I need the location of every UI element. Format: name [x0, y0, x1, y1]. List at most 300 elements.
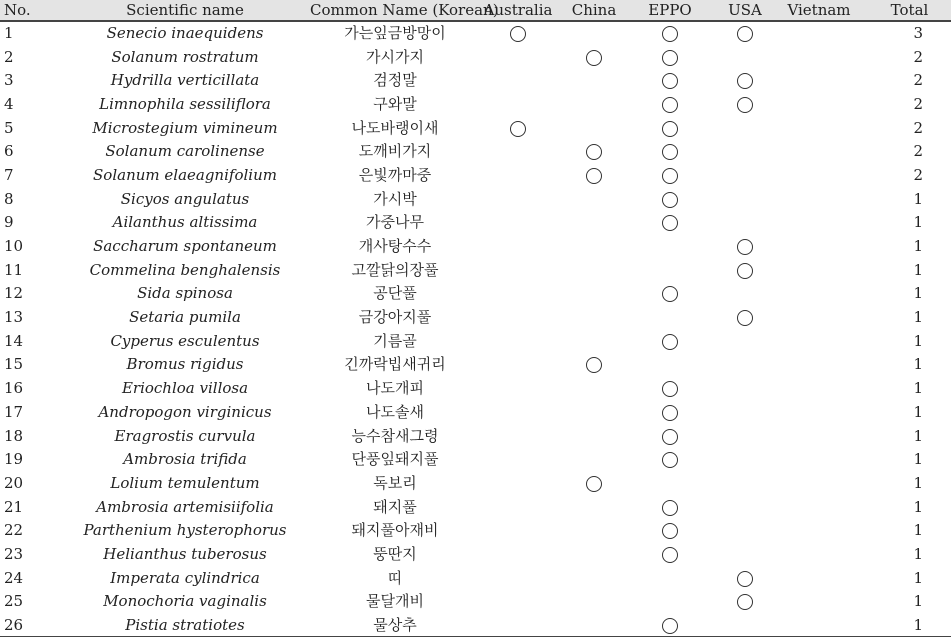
- cell-vietnam: [782, 116, 856, 140]
- cell-china: [556, 447, 632, 471]
- common-name-korean: 뚱딴지: [373, 544, 417, 563]
- common-name-korean: 긴까락빕새귀리: [344, 355, 446, 374]
- cell-australia: [480, 566, 556, 590]
- table-row: [0, 424, 951, 448]
- row-number: 23: [4, 544, 24, 563]
- circle-mark-icon: [662, 50, 678, 66]
- row-number: 15: [4, 355, 24, 374]
- cell-eppo: [632, 139, 708, 163]
- row-number: 20: [4, 473, 24, 492]
- cell-vietnam: [782, 447, 856, 471]
- cell-eppo: [632, 495, 708, 519]
- circle-mark-icon: [662, 334, 678, 350]
- common-name-korean: 고깔닭의장풀: [351, 260, 439, 279]
- cell-eppo: [632, 234, 708, 258]
- cell-usa: [708, 376, 782, 400]
- row-number: 11: [4, 260, 24, 279]
- cell-vietnam: [782, 590, 856, 614]
- cell-usa: [708, 471, 782, 495]
- circle-mark-icon: [662, 286, 678, 302]
- cell-australia: [480, 68, 556, 92]
- header-row: [0, 0, 951, 21]
- cell-australia: [480, 376, 556, 400]
- cell-australia: [480, 353, 556, 377]
- total-count: 1: [913, 544, 923, 563]
- scientific-name: Senecio inaequidens: [106, 24, 264, 43]
- table-row: [0, 68, 951, 92]
- table-row: [0, 282, 951, 306]
- common-name-korean: 가시박: [373, 189, 417, 208]
- cell-china: [556, 92, 632, 116]
- cell-usa: [708, 329, 782, 353]
- total-count: 1: [913, 568, 923, 587]
- cell-eppo: [632, 400, 708, 424]
- total-count: 1: [913, 426, 923, 445]
- circle-mark-icon: [510, 121, 526, 137]
- cell-usa: [708, 353, 782, 377]
- cell-usa: [708, 258, 782, 282]
- cell-eppo: [632, 518, 708, 542]
- cell-usa: [708, 566, 782, 590]
- header-usa: USA: [708, 0, 782, 21]
- cell-vietnam: [782, 424, 856, 448]
- cell-china: [556, 590, 632, 614]
- cell-usa: [708, 613, 782, 637]
- cell-eppo: [632, 447, 708, 471]
- cell-china: [556, 353, 632, 377]
- table-row: [0, 471, 951, 495]
- scientific-name: Cyperus esculentus: [110, 331, 260, 350]
- table-row: [0, 542, 951, 566]
- row-number: 18: [4, 426, 24, 445]
- cell-eppo: [632, 68, 708, 92]
- common-name-korean: 능수참새그령: [351, 426, 439, 445]
- circle-mark-icon: [737, 26, 753, 42]
- circle-mark-icon: [662, 381, 678, 397]
- scientific-name: Saccharum spontaneum: [93, 237, 277, 256]
- table-row: [0, 163, 951, 187]
- cell-vietnam: [782, 45, 856, 69]
- cell-australia: [480, 116, 556, 140]
- cell-australia: [480, 234, 556, 258]
- common-name-korean: 개사탕수수: [358, 237, 432, 256]
- scientific-name: Limnophila sessiliflora: [99, 94, 271, 113]
- common-name-korean: 돼지풀아재비: [351, 521, 439, 540]
- cell-usa: [708, 139, 782, 163]
- cell-vietnam: [782, 187, 856, 211]
- cell-vietnam: [782, 163, 856, 187]
- row-number: 2: [4, 47, 14, 66]
- total-count: 2: [913, 118, 923, 137]
- total-count: 1: [913, 284, 923, 303]
- common-name-korean: 은빛까마중: [358, 165, 432, 184]
- row-number: 4: [4, 94, 14, 113]
- cell-eppo: [632, 329, 708, 353]
- cell-vietnam: [782, 305, 856, 329]
- scientific-name: Helianthus tuberosus: [103, 544, 267, 563]
- table-row: [0, 21, 951, 45]
- header-total: Total: [856, 0, 951, 21]
- row-number: 25: [4, 592, 24, 611]
- cell-australia: [480, 471, 556, 495]
- table-row: [0, 447, 951, 471]
- common-name-korean: 도깨비가지: [358, 142, 432, 161]
- circle-mark-icon: [662, 618, 678, 634]
- cell-china: [556, 376, 632, 400]
- circle-mark-icon: [737, 73, 753, 89]
- cell-vietnam: [782, 400, 856, 424]
- row-number: 8: [4, 189, 14, 208]
- scientific-name: Sicyos angulatus: [120, 189, 250, 208]
- cell-vietnam: [782, 613, 856, 637]
- cell-eppo: [632, 92, 708, 116]
- common-name-korean: 공단풀: [373, 284, 417, 303]
- total-count: 1: [913, 331, 923, 350]
- common-name-korean: 띠: [387, 568, 403, 587]
- cell-china: [556, 400, 632, 424]
- row-number: 1: [4, 24, 14, 43]
- cell-eppo: [632, 211, 708, 235]
- cell-eppo: [632, 258, 708, 282]
- total-count: 1: [913, 308, 923, 327]
- cell-australia: [480, 542, 556, 566]
- scientific-name: Parthenium hysterophorus: [83, 521, 287, 540]
- cell-usa: [708, 495, 782, 519]
- cell-vietnam: [782, 282, 856, 306]
- cell-australia: [480, 258, 556, 282]
- cell-china: [556, 258, 632, 282]
- total-count: 2: [913, 142, 923, 161]
- scientific-name: Ailanthus altissima: [112, 213, 258, 232]
- cell-china: [556, 139, 632, 163]
- cell-china: [556, 211, 632, 235]
- row-number: 10: [4, 237, 24, 256]
- table-row: [0, 305, 951, 329]
- common-name-korean: 물달개비: [366, 592, 424, 611]
- cell-china: [556, 613, 632, 637]
- total-count: 1: [913, 189, 923, 208]
- cell-vietnam: [782, 495, 856, 519]
- circle-mark-icon: [662, 405, 678, 421]
- total-count: 1: [913, 450, 923, 469]
- cell-vietnam: [782, 68, 856, 92]
- common-name-korean: 가중나무: [366, 213, 424, 232]
- row-number: 14: [4, 331, 24, 350]
- circle-mark-icon: [586, 476, 602, 492]
- cell-usa: [708, 400, 782, 424]
- common-name-korean: 기름골: [373, 331, 417, 350]
- row-number: 13: [4, 308, 24, 327]
- cell-usa: [708, 518, 782, 542]
- cell-usa: [708, 21, 782, 45]
- scientific-name: Solanum carolinense: [105, 142, 265, 161]
- total-count: 1: [913, 237, 923, 256]
- row-number: 6: [4, 142, 14, 161]
- cell-eppo: [632, 353, 708, 377]
- cell-australia: [480, 187, 556, 211]
- circle-mark-icon: [510, 26, 526, 42]
- table-row: [0, 353, 951, 377]
- cell-china: [556, 566, 632, 590]
- cell-usa: [708, 590, 782, 614]
- cell-usa: [708, 187, 782, 211]
- row-number: 19: [4, 450, 24, 469]
- circle-mark-icon: [662, 547, 678, 563]
- cell-australia: [480, 92, 556, 116]
- total-count: 1: [856, 613, 951, 637]
- cell-vietnam: [782, 211, 856, 235]
- circle-mark-icon: [662, 192, 678, 208]
- common-name-korean: 검정말: [373, 71, 417, 90]
- cell-usa: [708, 92, 782, 116]
- table-row: [0, 495, 951, 519]
- cell-australia: [480, 139, 556, 163]
- cell-vietnam: [782, 329, 856, 353]
- total-count: 1: [913, 260, 923, 279]
- row-number: 5: [4, 118, 14, 137]
- cell-usa: [708, 68, 782, 92]
- scientific-name: Microstegium vimineum: [92, 118, 278, 137]
- row-number: 12: [4, 284, 24, 303]
- scientific-name: Pistia stratiotes: [60, 613, 310, 637]
- table-row: [0, 139, 951, 163]
- total-count: 1: [913, 213, 923, 232]
- scientific-name: Lolium temulentum: [110, 473, 260, 492]
- circle-mark-icon: [662, 168, 678, 184]
- total-count: 1: [913, 402, 923, 421]
- header-australia: Australia: [480, 0, 556, 21]
- common-name-korean: 단풍잎돼지풀: [351, 450, 439, 469]
- cell-usa: [708, 447, 782, 471]
- cell-usa: [708, 211, 782, 235]
- cell-eppo: [632, 21, 708, 45]
- cell-vietnam: [782, 518, 856, 542]
- circle-mark-icon: [662, 215, 678, 231]
- cell-eppo: [632, 471, 708, 495]
- circle-mark-icon: [737, 571, 753, 587]
- scientific-name: Ambrosia artemisiifolia: [96, 497, 274, 516]
- cell-usa: [708, 163, 782, 187]
- cell-australia: [480, 590, 556, 614]
- scientific-name: Setaria pumila: [129, 308, 241, 327]
- common-name-korean: 금강아지풀: [358, 308, 432, 327]
- common-name-korean: 독보리: [373, 473, 417, 492]
- table-row: [0, 45, 951, 69]
- circle-mark-icon: [662, 523, 678, 539]
- row-number: 26: [0, 613, 60, 637]
- circle-mark-icon: [662, 500, 678, 516]
- row-number: 16: [4, 379, 24, 398]
- header-vietnam: Vietnam: [782, 0, 856, 21]
- cell-australia: [480, 424, 556, 448]
- cell-eppo: [632, 542, 708, 566]
- cell-usa: [708, 305, 782, 329]
- circle-mark-icon: [662, 121, 678, 137]
- cell-australia: [480, 447, 556, 471]
- common-name-korean: 나도솔새: [366, 402, 424, 421]
- table-row: [0, 400, 951, 424]
- cell-china: [556, 305, 632, 329]
- cell-eppo: [632, 45, 708, 69]
- cell-usa: [708, 45, 782, 69]
- total-count: 1: [913, 355, 923, 374]
- table-row: [0, 187, 951, 211]
- cell-vietnam: [782, 471, 856, 495]
- circle-mark-icon: [662, 144, 678, 160]
- row-number: 24: [4, 568, 24, 587]
- table-row: [0, 590, 951, 614]
- table-row: [0, 116, 951, 140]
- cell-vietnam: [782, 566, 856, 590]
- circle-mark-icon: [737, 97, 753, 113]
- circle-mark-icon: [737, 310, 753, 326]
- common-name-korean: 가시가지: [366, 47, 424, 66]
- table-row: [0, 518, 951, 542]
- cell-eppo: [632, 116, 708, 140]
- common-name-korean: 돼지풀: [373, 497, 417, 516]
- cell-china: [556, 45, 632, 69]
- cell-australia: [480, 613, 556, 637]
- circle-mark-icon: [586, 50, 602, 66]
- row-number: 3: [4, 71, 14, 90]
- circle-mark-icon: [737, 239, 753, 255]
- table-row: [0, 211, 951, 235]
- cell-eppo: [632, 424, 708, 448]
- cell-china: [556, 424, 632, 448]
- cell-australia: [480, 329, 556, 353]
- header-china: China: [556, 0, 632, 21]
- cell-eppo: [632, 305, 708, 329]
- cell-usa: [708, 282, 782, 306]
- scientific-name: Andropogon virginicus: [98, 402, 272, 421]
- scientific-name: Solanum rostratum: [111, 47, 259, 66]
- table-row: [0, 566, 951, 590]
- cell-vietnam: [782, 258, 856, 282]
- cell-china: [556, 542, 632, 566]
- cell-australia: [480, 282, 556, 306]
- cell-australia: [480, 518, 556, 542]
- cell-vietnam: [782, 542, 856, 566]
- row-number: 21: [4, 497, 24, 516]
- total-count: 1: [913, 592, 923, 611]
- scientific-name: Imperata cylindrica: [110, 568, 260, 587]
- cell-vietnam: [782, 353, 856, 377]
- total-count: 2: [913, 71, 923, 90]
- scientific-name: Ambrosia trifida: [123, 450, 247, 469]
- scientific-name: Bromus rigidus: [126, 355, 244, 374]
- header-eppo: EPPO: [632, 0, 708, 21]
- header-common-name: Common Name (Korean): [310, 0, 480, 21]
- cell-china: [556, 163, 632, 187]
- cell-china: [556, 68, 632, 92]
- row-number: 9: [4, 213, 14, 232]
- cell-usa: [708, 234, 782, 258]
- circle-mark-icon: [662, 452, 678, 468]
- table-row: [0, 613, 951, 637]
- circle-mark-icon: [662, 429, 678, 445]
- header-no: No.: [0, 0, 60, 21]
- cell-china: [556, 495, 632, 519]
- row-number: 22: [4, 521, 24, 540]
- cell-eppo: [632, 282, 708, 306]
- cell-vietnam: [782, 92, 856, 116]
- row-number: 17: [4, 402, 24, 421]
- scientific-name: Hydrilla verticillata: [110, 71, 260, 90]
- total-count: 1: [913, 473, 923, 492]
- cell-australia: [480, 163, 556, 187]
- cell-australia: [480, 305, 556, 329]
- cell-china: [556, 187, 632, 211]
- cell-china: [556, 471, 632, 495]
- cell-eppo: [632, 613, 708, 637]
- cell-china: [556, 282, 632, 306]
- common-name-korean: 가는잎금방망이: [344, 24, 446, 43]
- cell-australia: [480, 211, 556, 235]
- table-row: [0, 258, 951, 282]
- circle-mark-icon: [662, 73, 678, 89]
- circle-mark-icon: [586, 357, 602, 373]
- cell-usa: [708, 424, 782, 448]
- cell-vietnam: [782, 376, 856, 400]
- scientific-name: Commelina benghalensis: [89, 260, 281, 279]
- total-count: 3: [913, 24, 923, 43]
- total-count: 2: [913, 47, 923, 66]
- cell-australia: [480, 495, 556, 519]
- cell-china: [556, 329, 632, 353]
- table-row: [0, 92, 951, 116]
- cell-australia: [480, 400, 556, 424]
- total-count: 2: [913, 94, 923, 113]
- table-row: [0, 329, 951, 353]
- table-row: [0, 234, 951, 258]
- scientific-name: Eragrostis curvula: [114, 426, 256, 445]
- header-scientific-name: Scientific name: [60, 0, 310, 21]
- cell-vietnam: [782, 234, 856, 258]
- cell-australia: [480, 45, 556, 69]
- circle-mark-icon: [586, 144, 602, 160]
- cell-eppo: [632, 566, 708, 590]
- total-count: 1: [913, 521, 923, 540]
- circle-mark-icon: [737, 594, 753, 610]
- row-number: 7: [4, 165, 14, 184]
- total-count: 1: [913, 497, 923, 516]
- cell-eppo: [632, 187, 708, 211]
- circle-mark-icon: [586, 168, 602, 184]
- circle-mark-icon: [662, 97, 678, 113]
- total-count: 1: [913, 379, 923, 398]
- common-name-korean: 물상추: [310, 613, 480, 637]
- cell-usa: [708, 542, 782, 566]
- cell-eppo: [632, 590, 708, 614]
- scientific-name: Sida spinosa: [137, 284, 233, 303]
- cell-china: [556, 21, 632, 45]
- cell-eppo: [632, 376, 708, 400]
- common-name-korean: 구와말: [373, 94, 417, 113]
- cell-china: [556, 234, 632, 258]
- common-name-korean: 나도바랭이새: [351, 118, 439, 137]
- cell-eppo: [632, 163, 708, 187]
- cell-vietnam: [782, 21, 856, 45]
- scientific-name: Monochoria vaginalis: [103, 592, 267, 611]
- circle-mark-icon: [662, 26, 678, 42]
- scientific-name: Eriochloa villosa: [121, 379, 249, 398]
- common-name-korean: 나도개피: [366, 379, 424, 398]
- cell-australia: [480, 21, 556, 45]
- cell-usa: [708, 116, 782, 140]
- circle-mark-icon: [737, 263, 753, 279]
- table-row: [0, 376, 951, 400]
- total-count: 2: [913, 165, 923, 184]
